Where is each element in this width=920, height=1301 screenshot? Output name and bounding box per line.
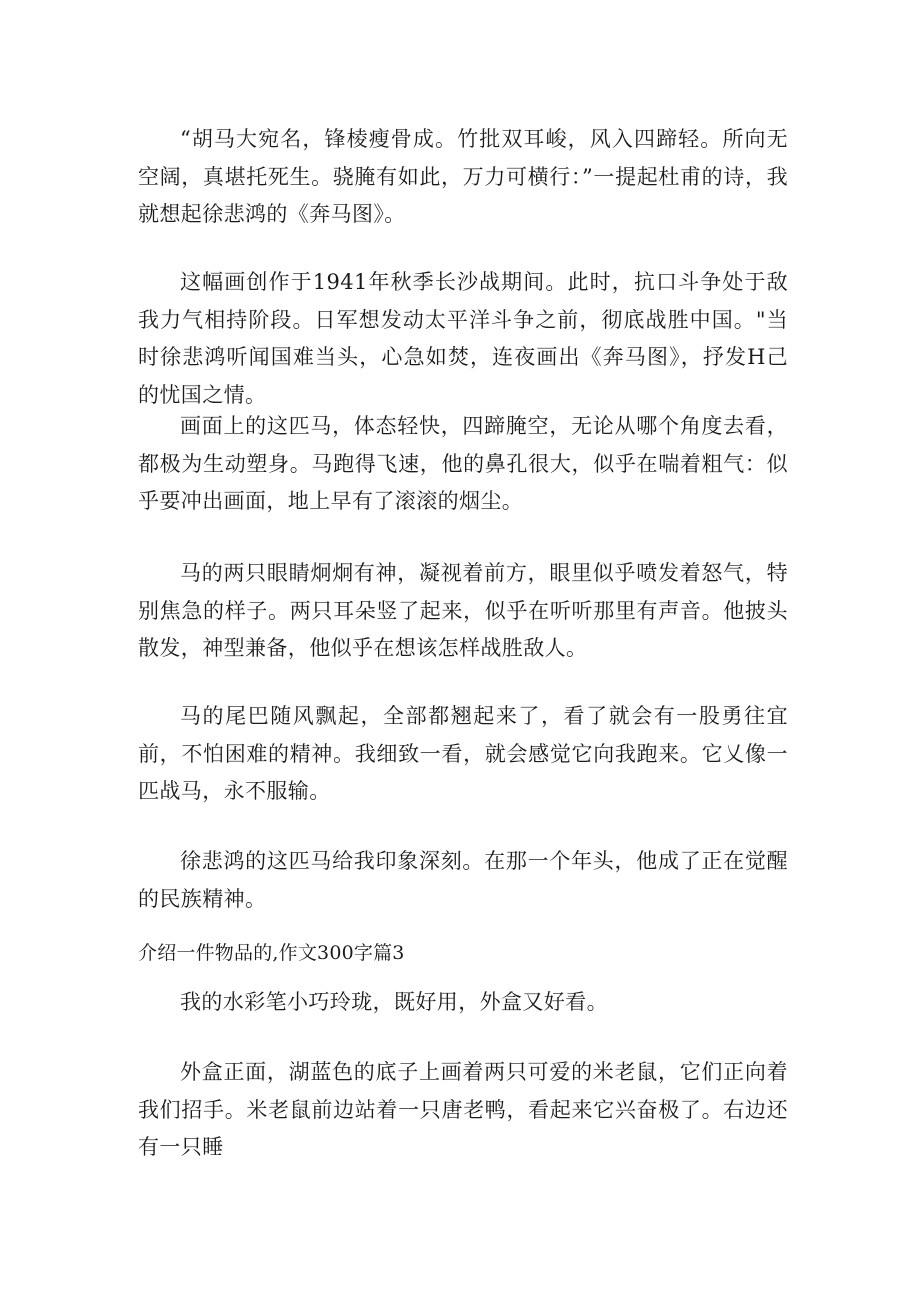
paragraph-watercolor-intro: 我的水彩笔小巧玲珑，既好用，外盒又好看。: [180, 990, 608, 1014]
paragraph-painting-history: 这幅画创作于1941年秋季长沙战期间。此时，抗口斗争处于敌我力气相持阶段。日军想发动太平洋斗争之前，彻底战胜中国。"当时徐悲鸿听闻国难当头，心急如焚，连夜画出《奔马图》，抒发H己的忧国之情。: [138, 270, 788, 407]
paragraph-horse-posture: 画面上的这匹马，体态轻快，四蹄腌空，无论从哪个角度去看，都极为生动塑身。马跑得飞速，他的鼻孔很大，似乎在喘着粗气：似乎要冲出画面，地上早有了滚滚的烟尘。: [138, 414, 788, 513]
paragraph-horse-tail: 马的尾巴随风飘起，全部都翘起来了，看了就会有一股勇往宜前，不怕困难的精神。我细致一看，就会感觉它向我跑来。它乂像一匹战马，永不服输。: [138, 704, 788, 803]
section-heading: 介绍一件物品的,作文300字篇3: [138, 942, 405, 964]
paragraph-poem-intro: “胡马大宛名，锋棱瘦骨成。竹批双耳峻，风入四蹄轻。所向无空阔，真堪托死生。骁腌有如此，万力可横行：”一提起杜甫的诗，我就想起徐悲鸿的《奔马图》。: [138, 127, 788, 226]
paragraph-conclusion: 徐悲鸿的这匹马给我印象深刻。在那一个年头，他成了正在觉醒的民族精神。: [138, 849, 788, 911]
paragraph-horse-eyes: 马的两只眼睛炯炯有神，凝视着前方，眼里似乎喷发着怒气，特别焦急的样子。两只耳朵竖了起来，似乎在听听那里有声音。他披头散发，神型兼备，他似乎在想该怎样战胜敌人。: [138, 561, 788, 660]
paragraph-box-front: 外盒正面，湖蓝色的底子上画着两只可爱的米老鼠，它们正向着我们招手。米老鼠前边站着一只唐老鸭，看起来它兴奋极了。右边还有一只睡: [138, 1060, 788, 1159]
